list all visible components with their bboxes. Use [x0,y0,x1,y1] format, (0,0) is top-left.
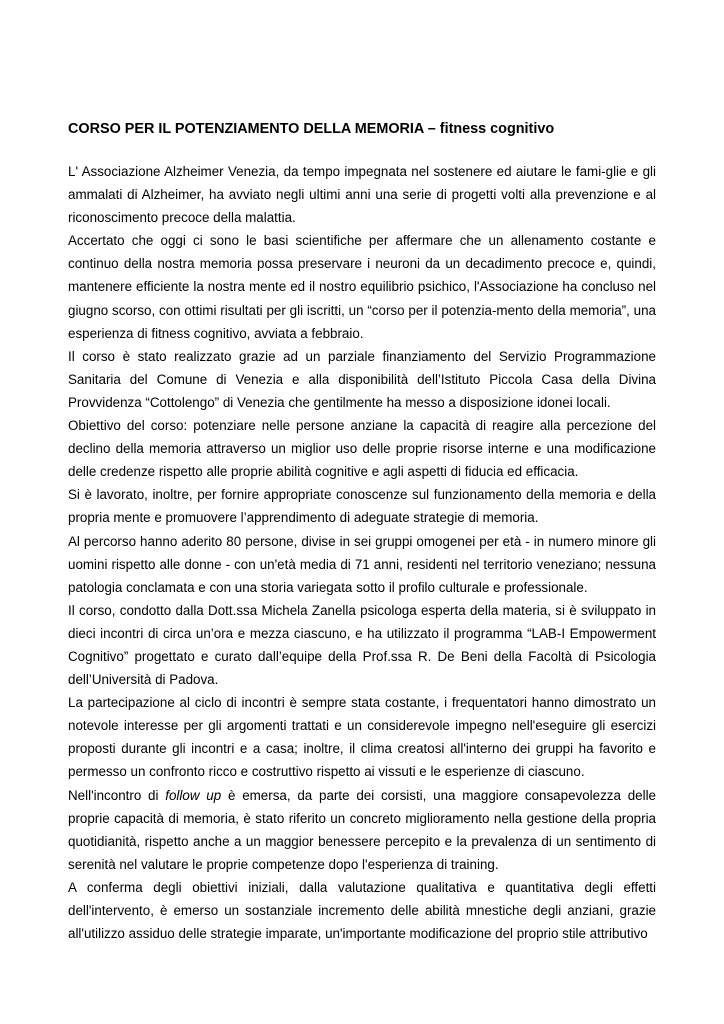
follow-up-emphasis: follow up [165,787,222,803]
paragraph-conclusion: A conferma degli obiettivi iniziali, dalla valutazione qualitativa e quantitativa degli effetti dell'intervento, è emerso un sostanziale incremento delle abilità mnestiche degli anziani, grazie all'utilizzo assiduo delle strategie imparate, un'importante modificazione del proprio stile attributivo [68,879,656,942]
paragraph-objective: Obiettivo del corso: potenziare nelle persone anziane la capacità di reagire alla percezione del declino della memoria attraverso un miglior uso delle proprie risorse interne e una modificazione delle credenze rispetto alle proprie abilità cognitive e agli aspetti di fiducia ed efficacia. [68,418,656,480]
paragraph-follow-up [68,784,656,876]
paragraph-intro: L' Associazione Alzheimer Venezia, da tempo impegnata nel sostenere ed aiutare le fami-glie e gli ammalati di Alzheimer, ha avviato negli ultimi anni una serie di progetti volti alla prevenzione e al riconoscimento precoce della malattia. [68,164,656,226]
follow-up-text-before: Nell'incontro di [68,787,166,803]
paragraph-knowledge: Si è lavorato, inoltre, per fornire appropriate conoscenze sul funzionamento della memoria e della propria mente e promuovere l’apprendimento di adeguate strategie di memoria. [68,487,656,526]
paragraph-course-rationale: Accertato che oggi ci sono le basi scientifiche per affermare che un allenamento costante e continuo della nostra memoria possa preservare i neuroni da un decadimento precoce e, quindi, mantenere efficiente la nostra mente ed il nostro equilibrio psichico, l'Associazione ha concluso nel giugno scorso, con ottimi risultati per gli iscritti, un “corso per il potenzia-mento della memoria”, una esperienza di fitness cognitivo, avviata a febbraio. [68,233,656,341]
document-title: CORSO PER IL POTENZIAMENTO DELLA MEMORIA – fitness cognitivo [68,121,555,137]
paragraph-course-structure: Il corso, condotto dalla Dott.ssa Michela Zanella psicologa esperta della materia, si è sviluppato in dieci incontri di circa un’ora e mezza ciascuno, e ha utilizzato il programma “LAB-I Empowerment Cognitivo” progettato e curato dall’equipe della Prof.ssa R. De Beni della Facoltà di Psicologia dell’Università di Padova. [68,602,656,688]
follow-up-text-after: è emersa, da parte dei corsisti, una maggiore consapevolezza delle proprie capacità di memoria, è stato riferito un concreto miglioramento nella gestione della propria quotidianità, rispetto anche a un maggior benessere percepito e la prevalenza di un sentimento di serenità nel valutare le proprie competenze dopo l'esperienza di training. [68,787,656,872]
paragraph-participants: Al percorso hanno aderito 80 persone, divise in sei gruppi omogenei per età - in numero minore gli uomini rispetto alle donne - con un'età media di 71 anni, residenti nel territorio veneziano; nessuna patologia conclamata e con una storia variegata sotto il profilo culturale e professionale. [68,533,656,595]
paragraph-funding: Il corso è stato realizzato grazie ad un parziale finanziamento del Servizio Programmazione Sanitaria del Comune di Venezia e alla disponibilità dell’Istituto Piccola Casa della Divina Provvidenza “Cottolengo” di Venezia che gentilmente ha messo a disposizione idonei locali. [68,348,656,410]
paragraph-participation: La partecipazione al ciclo di incontri è sempre stata costante, i frequentatori hanno dimostrato un notevole interesse per gli argomenti trattati e un considerevole impegno nell'eseguire gli esercizi proposti durante gli incontri e a casa; inoltre, il clima creatosi all'interno dei gruppi ha favorito e permesso un confronto ricco e costruttivo rispetto ai vissuti e le esperienze di ciascuno. [68,695,656,780]
document-page [68,119,656,945]
